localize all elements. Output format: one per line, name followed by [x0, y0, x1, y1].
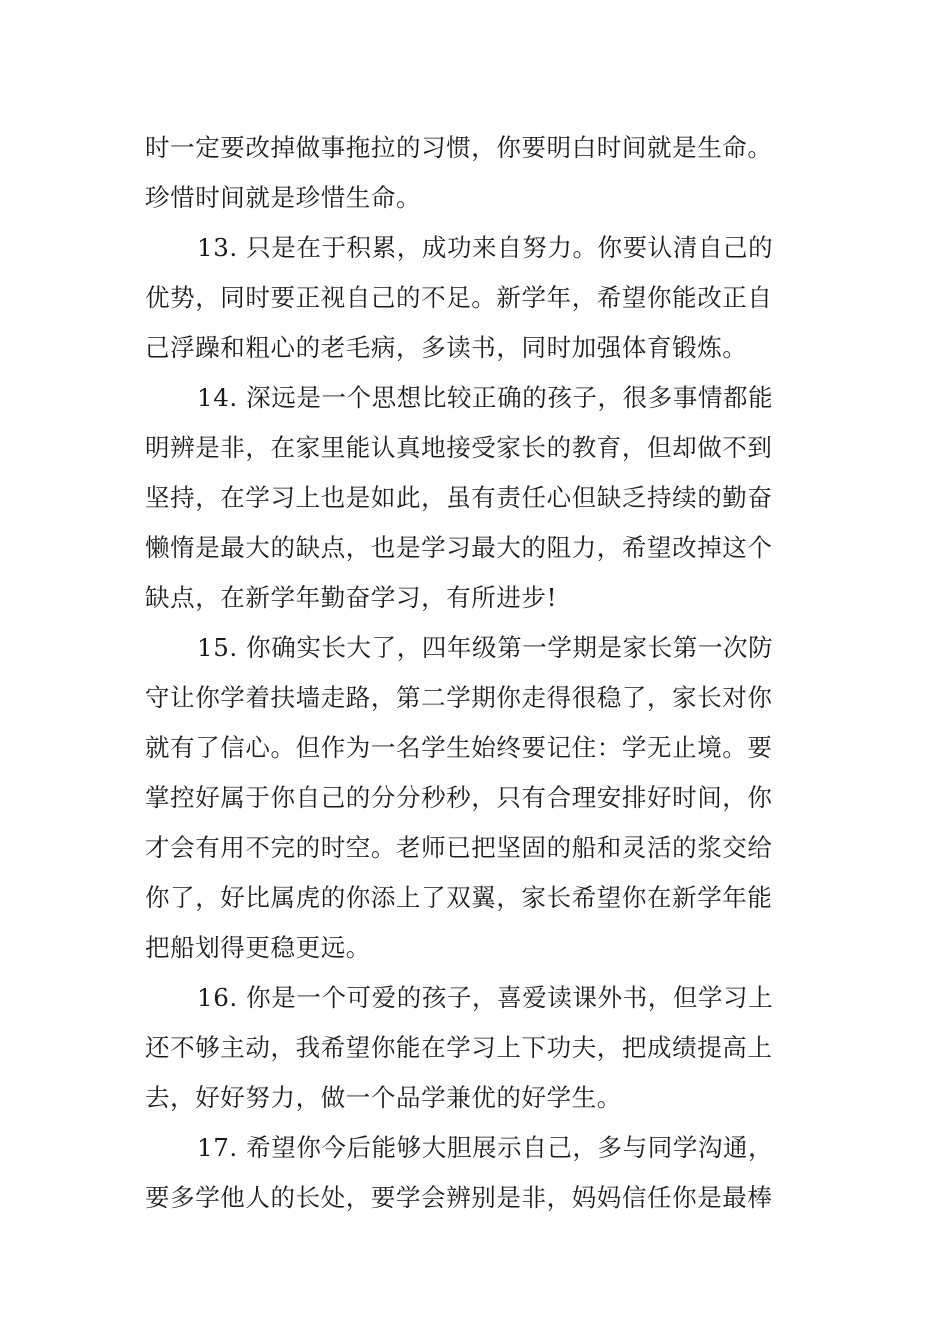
- text-line: 懒惰是最大的缺点，也是学习最大的阻力，希望改掉这个: [145, 533, 773, 562]
- text-line: 时一定要改掉做事拖拉的习惯，你要明白时间就是生命。: [145, 133, 773, 162]
- text-line: 缺点，在新学年勤奋学习，有所进步!: [145, 583, 558, 612]
- paragraph-17-start: 17. 希望你今后能够大胆展示自己，多与同学沟通，: [197, 1133, 774, 1162]
- paragraph-15-start: 15. 你确实长大了，四年级第一学期是家长第一次防: [197, 633, 774, 662]
- text-line: 守让你学着扶墙走路，第二学期你走得很稳了，家长对你: [145, 683, 773, 712]
- text-line: 明辨是非，在家里能认真地接受家长的教育，但却做不到: [145, 433, 773, 462]
- text-line: 才会有用不完的时空。老师已把坚固的船和灵活的浆交给: [145, 833, 773, 862]
- text-line: 去，好好努力，做一个品学兼优的好学生。: [145, 1083, 622, 1112]
- text-line: 珍惜时间就是珍惜生命。: [145, 183, 422, 212]
- text-line: 还不够主动，我希望你能在学习上下功夫，把成绩提高上: [145, 1033, 773, 1062]
- paragraph-13-start: 13. 只是在于积累，成功来自努力。你要认清自己的: [197, 233, 774, 262]
- text-line: 你了，好比属虎的你添上了双翼，家长希望你在新学年能: [145, 883, 773, 912]
- paragraph-16-start: 16. 你是一个可爱的孩子，喜爱读课外书，但学习上: [197, 983, 774, 1012]
- text-line: 坚持，在学习上也是如此，虽有责任心但缺乏持续的勤奋: [145, 483, 773, 512]
- text-line: 优势，同时要正视自己的不足。新学年，希望你能改正自: [145, 283, 773, 312]
- text-line: 就有了信心。但作为一名学生始终要记住：学无止境。要: [145, 733, 773, 762]
- paragraph-14-start: 14. 深远是一个思想比较正确的孩子，很多事情都能: [197, 383, 774, 412]
- text-line: 己浮躁和粗心的老毛病，多读书，同时加强体育锻炼。: [145, 333, 748, 362]
- text-line: 把船划得更稳更远。: [145, 933, 371, 962]
- text-line: 掌控好属于你自己的分分秒秒，只有合理安排好时间，你: [145, 783, 773, 812]
- text-line: 要多学他人的长处，要学会辨别是非，妈妈信任你是最棒: [145, 1183, 773, 1212]
